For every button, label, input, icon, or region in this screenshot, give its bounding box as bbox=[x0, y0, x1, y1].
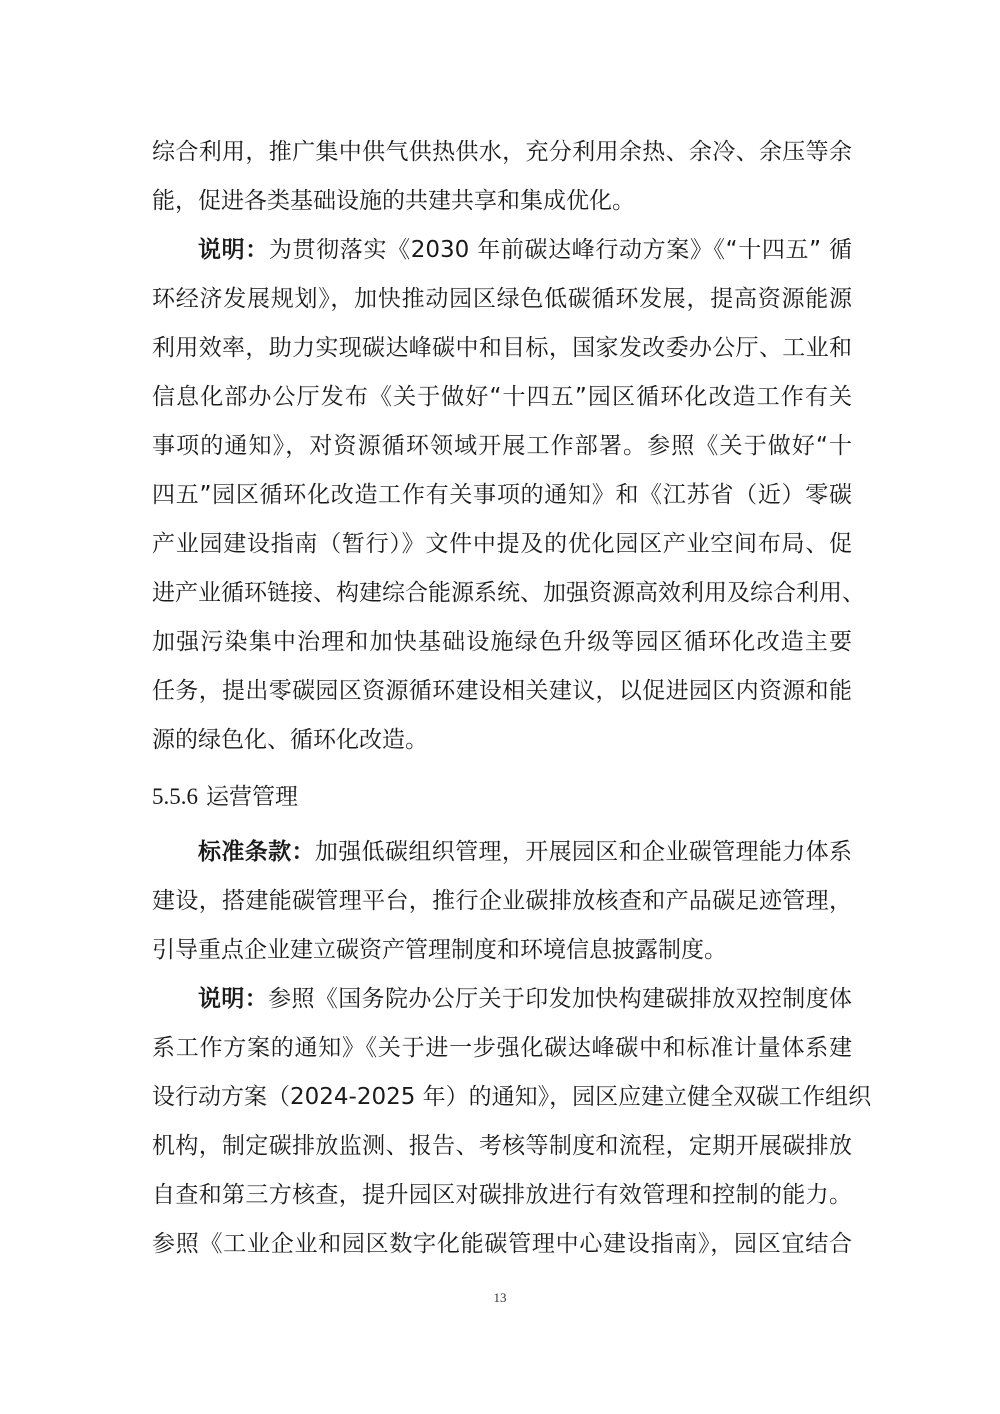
text-line-content: 加强低碳组织管理，开展园区和企业碳管理能力体系 bbox=[314, 839, 853, 865]
text-line bbox=[152, 226, 852, 275]
text-line: 任务，提出零碳园区资源循环建设相关建议，以促进园区内资源和能 bbox=[152, 678, 852, 704]
text-line-content: 为贯彻落实《2030 年前碳达峰行动方案》《“十四五” 循 bbox=[268, 237, 852, 263]
text-line: 源的绿色化、循环化改造。 bbox=[152, 727, 428, 753]
text-line: 综合利用，推广集中供气供热供水，充分利用余热、余冷、余压等余 bbox=[152, 139, 852, 165]
section-title: 运营管理 bbox=[206, 784, 298, 810]
text-line: 参照《工业企业和园区数字化能碳管理中心建设指南》，园区宜结合 bbox=[152, 1231, 852, 1257]
text-line: 事项的通知》，对资源循环领域开展工作部署。参照《关于做好“十 bbox=[152, 433, 852, 459]
text-line: 设行动方案（2024-2025 年）的通知》，园区应建立健全双碳工作组织 bbox=[152, 1084, 872, 1110]
section-heading bbox=[152, 772, 298, 821]
text-line: 产业园建设指南（暂行）》文件中提及的优化园区产业空间布局、促 bbox=[152, 531, 852, 557]
text-line: 信息化部办公厅发布《关于做好“十四五”园区循环化改造工作有关 bbox=[152, 384, 852, 410]
text-line: 系工作方案的通知》《关于进一步强化碳达峰碳中和标准计量体系建 bbox=[152, 1035, 852, 1061]
explanation-paragraph-1 bbox=[152, 226, 865, 765]
explanation-label: 说明： bbox=[198, 986, 269, 1012]
standard-clause-paragraph bbox=[152, 828, 852, 975]
text-line: 机构，制定碳排放监测、报告、考核等制度和流程，定期开展碳排放 bbox=[152, 1133, 852, 1159]
text-line: 进产业循环链接、构建综合能源系统、加强资源高效利用及综合利用、 bbox=[152, 580, 865, 606]
text-line: 环经济发展规划》，加快推动园区绿色低碳循环发展，提高资源能源 bbox=[152, 286, 852, 312]
explanation-paragraph-2 bbox=[152, 975, 872, 1269]
section-number: 5.5.6 bbox=[152, 784, 198, 809]
text-line: 利用效率，助力实现碳达峰碳中和目标，国家发改委办公厅、工业和 bbox=[152, 335, 852, 361]
clause-label: 标准条款： bbox=[198, 839, 315, 865]
text-line bbox=[152, 975, 852, 1024]
text-line-content: 参照《国务院办公厅关于印发加快构建碳排放双控制度体 bbox=[268, 986, 853, 1012]
text-line bbox=[152, 828, 852, 877]
paragraph-continuation bbox=[152, 128, 852, 226]
text-line: 自查和第三方核查，提升园区对碳排放进行有效管理和控制的能力。 bbox=[152, 1182, 852, 1208]
text-line: 加强污染集中治理和加快基础设施绿色升级等园区循环化改造主要 bbox=[152, 629, 852, 655]
text-line: 四五”园区循环化改造工作有关事项的通知》和《江苏省（近）零碳 bbox=[152, 482, 852, 508]
text-line: 引导重点企业建立碳资产管理制度和环境信息披露制度。 bbox=[152, 937, 727, 963]
explanation-label: 说明： bbox=[198, 237, 269, 263]
text-line: 能，促进各类基础设施的共建共享和集成优化。 bbox=[152, 188, 635, 214]
page-number: 13 bbox=[493, 1290, 507, 1305]
text-line: 建设，搭建能碳管理平台，推行企业碳排放核查和产品碳足迹管理， bbox=[152, 888, 852, 914]
